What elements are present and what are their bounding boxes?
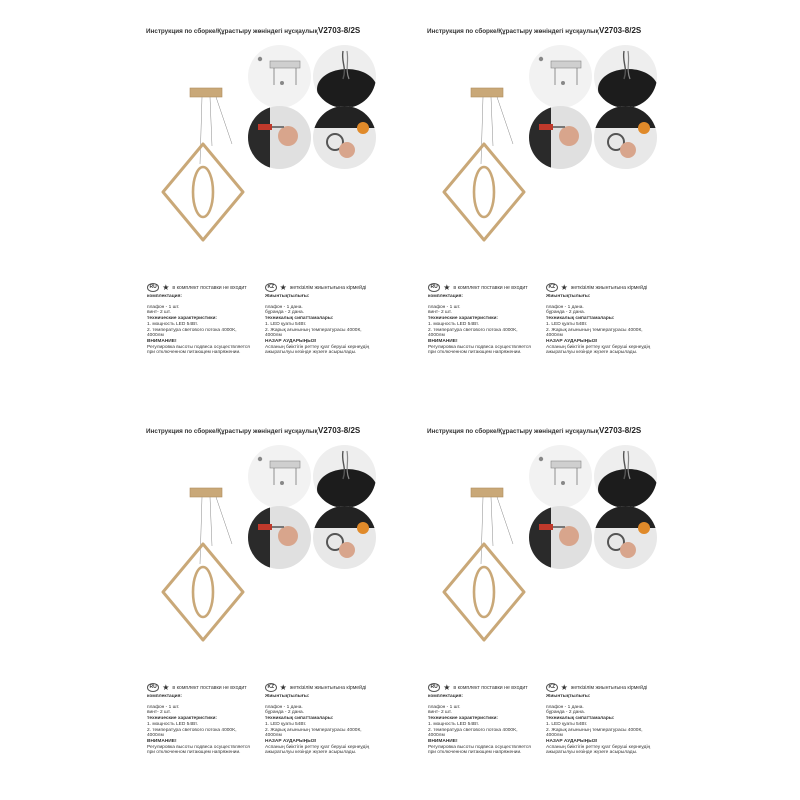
- ru-contents-item: плафон - 1 шт.: [147, 304, 180, 310]
- ru-badge: RU: [428, 283, 440, 292]
- ru-not-included-text: в комплект поставки не входит: [453, 684, 528, 691]
- ru-not-included-text: в комплект поставки не входит: [172, 284, 247, 291]
- ru-spec-item: 4000лм: [147, 333, 164, 339]
- ru-not-included-note: [147, 283, 247, 292]
- wire-connection-photo: [594, 106, 657, 169]
- ru-warning-heading: ВНИМАНИЕ!: [428, 338, 458, 344]
- ru-column: [147, 694, 265, 756]
- kz-warning-text: ажыратылуы кезінде жүзеге асырылады.: [546, 350, 638, 356]
- kz-warning-heading: НАЗАР АУДАРЫҢЫЗ!: [546, 338, 598, 344]
- star-icon: ★: [560, 282, 568, 292]
- lamp-illustration: [439, 84, 529, 242]
- ru-warning-text: Регулировка высоты подвеса осуществляется: [428, 344, 531, 350]
- sheet-title: Инструкция по сборке/Құрастыру жөніндегі нұсқаулық: [146, 28, 318, 35]
- star-icon: ★: [443, 682, 451, 692]
- kz-badge: KZ: [546, 683, 558, 692]
- ru-contents-item: плафон - 1 шт.: [428, 704, 461, 710]
- sheet-title: Инструкция по сборке/Құрастыру жөніндегі нұсқаулық: [427, 28, 599, 35]
- kz-spec-item: 1. LED қуаты 54Вт.: [265, 321, 307, 327]
- kz-spec-item: 1. LED қуаты 54Вт.: [546, 721, 588, 727]
- kz-specs-heading: техникалық сипаттамалары:: [546, 316, 615, 322]
- ru-spec-item: 1. мощность LED 54Вт.: [428, 321, 480, 327]
- kz-badge: KZ: [265, 683, 277, 692]
- star-icon: ★: [162, 282, 170, 292]
- kz-spec-item: 2. Жарық ағынының температурасы 4000К,: [265, 727, 362, 733]
- ru-not-included-note: [428, 683, 528, 692]
- kz-contents-item: бұрандa - 2 дана.: [265, 710, 304, 716]
- model-number: V2703-8/2S: [318, 26, 361, 35]
- kz-warning-text: Аспаның биіктігін реттеу қуат беруші кернеудің: [265, 344, 370, 350]
- ru-warning-text: Регулировка высоты подвеса осуществляется: [428, 744, 531, 750]
- ru-contents-item: винт- 2 шт.: [428, 310, 452, 316]
- star-icon: ★: [443, 282, 451, 292]
- ru-warning-text: Регулировка высоты подвеса осуществляется: [147, 744, 250, 750]
- kz-contents-item: бұрандa - 2 дана.: [546, 710, 585, 716]
- kz-spec-item: 2. Жарық ағынының температурасы 4000К,: [546, 327, 643, 333]
- ru-contents-item: винт- 2 шт.: [147, 310, 171, 316]
- ru-not-included-note: [147, 683, 247, 692]
- kz-not-included-note: [546, 683, 647, 692]
- kz-not-included-text: жеткізілім жиынтығына кірмейді: [289, 684, 367, 691]
- instruction-sheet: [281, 400, 681, 800]
- wire-connection-photo: [594, 506, 657, 569]
- ru-contents-item: винт- 2 шт.: [428, 710, 452, 716]
- kz-contents-item: бұрандa - 2 дана.: [546, 310, 585, 316]
- kz-contents-item: плафон - 1 дана.: [265, 704, 303, 710]
- kz-warning-text: ажыратылуы кезінде жүзеге асырылады.: [265, 350, 357, 356]
- star-icon: ★: [279, 682, 287, 692]
- ru-spec-item: 1. мощность LED 54Вт.: [428, 721, 480, 727]
- ru-contents-heading: комплектация:: [147, 294, 183, 299]
- kz-spec-item: 1. LED қуаты 54Вт.: [546, 321, 588, 327]
- ceiling-wiring-photo: [594, 45, 657, 108]
- ru-contents-item: плафон - 1 шт.: [147, 704, 180, 710]
- ru-spec-item: 1. мощность LED 54Вт.: [147, 721, 199, 727]
- kz-spec-item: 4000лм: [265, 333, 282, 339]
- kz-badge: KZ: [546, 283, 558, 292]
- ru-contents-heading: комплектация:: [428, 294, 464, 299]
- kz-column: [546, 294, 676, 356]
- ru-spec-item: 4000лм: [428, 333, 445, 339]
- ru-spec-item: 4000лм: [147, 733, 164, 739]
- kz-not-included-note: [546, 283, 647, 292]
- mounting-plate-photo: [529, 445, 592, 508]
- kz-contents-item: бұрандa - 2 дана.: [265, 310, 304, 316]
- ru-spec-item: 2. температура светового потока 4000K,: [428, 327, 518, 333]
- kz-warning-text: Аспаның биіктігін реттеу қуат беруші кернеудің: [265, 744, 370, 750]
- ru-warning-text: при отключенном питающем напряжении.: [428, 750, 522, 756]
- ru-contents-heading: комплектация:: [428, 694, 464, 699]
- kz-warning-text: Аспаның биіктігін реттеу қуат беруші кернеудің: [546, 344, 651, 350]
- ru-badge: RU: [147, 283, 159, 292]
- ru-spec-item: 2. температура светового потока 4000K,: [147, 327, 237, 333]
- ru-specs-heading: технические характеристики:: [428, 316, 499, 322]
- ru-contents-item: винт- 2 шт.: [147, 710, 171, 716]
- ru-not-included-text: в комплект поставки не входит: [453, 284, 528, 291]
- ru-warning-heading: ВНИМАНИЕ!: [147, 738, 177, 744]
- kz-column: [546, 694, 676, 756]
- screwdriver-step-photo: [529, 506, 592, 569]
- kz-not-included-text: жеткізілім жиынтығына кірмейді: [289, 284, 367, 291]
- ru-spec-item: 4000лм: [428, 733, 445, 739]
- kz-warning-text: Аспаның биіктігін реттеу қуат беруші кернеудің: [546, 744, 651, 750]
- sheet-title: Инструкция по сборке/Құрастыру жөніндегі нұсқаулық: [146, 428, 318, 435]
- kz-contents-item: плафон - 1 дана.: [265, 304, 303, 310]
- ru-spec-item: 1. мощность LED 54Вт.: [147, 321, 199, 327]
- ru-warning-text: при отключенном питающем напряжении.: [428, 350, 522, 356]
- kz-specs-heading: техникалық сипаттамалары:: [265, 316, 334, 322]
- instruction-sheet: [281, 0, 681, 400]
- kz-warning-text: ажыратылуы кезінде жүзеге асырылады.: [546, 750, 638, 756]
- ru-contents-item: плафон - 1 шт.: [428, 304, 461, 310]
- ru-badge: RU: [147, 683, 159, 692]
- ru-badge: RU: [428, 683, 440, 692]
- mounting-plate-photo: [529, 45, 592, 108]
- ru-warning-heading: ВНИМАНИЕ!: [147, 338, 177, 344]
- kz-not-included-text: жеткізілім жиынтығына кірмейді: [570, 684, 648, 691]
- kz-warning-text: ажыратылуы кезінде жүзеге асырылады.: [265, 750, 357, 756]
- kz-contents-heading: Жиынтықтылығы:: [546, 694, 591, 699]
- model-number: V2703-8/2S: [599, 426, 642, 435]
- kz-badge: KZ: [265, 283, 277, 292]
- lamp-illustration: [439, 484, 529, 642]
- model-number: V2703-8/2S: [318, 426, 361, 435]
- kz-spec-item: 1. LED қуаты 54Вт.: [265, 721, 307, 727]
- kz-specs-heading: техникалық сипаттамалары:: [546, 716, 615, 722]
- kz-spec-item: 4000лм: [546, 733, 563, 739]
- kz-spec-item: 2. Жарық ағынының температурасы 4000К,: [265, 327, 362, 333]
- ru-column: [428, 294, 546, 356]
- sheet-title: Инструкция по сборке/Құрастыру жөніндегі нұсқаулық: [427, 428, 599, 435]
- kz-contents-heading: Жиынтықтылығы:: [265, 694, 310, 699]
- ru-specs-heading: технические характеристики:: [147, 316, 218, 322]
- ru-not-included-text: в комплект поставки не входит: [172, 684, 247, 691]
- kz-contents-item: плафон - 1 дана.: [546, 304, 584, 310]
- kz-contents-heading: Жиынтықтылығы:: [265, 294, 310, 299]
- ru-warning-text: Регулировка высоты подвеса осуществляется: [147, 344, 250, 350]
- ru-specs-heading: технические характеристики:: [147, 716, 218, 722]
- kz-not-included-text: жеткізілім жиынтығына кірмейді: [570, 284, 648, 291]
- ru-contents-heading: комплектация:: [147, 694, 183, 699]
- kz-specs-heading: техникалық сипаттамалары:: [265, 716, 334, 722]
- kz-spec-item: 4000лм: [265, 733, 282, 739]
- lamp-illustration: [158, 484, 248, 642]
- kz-spec-item: 2. Жарық ағынының температурасы 4000К,: [546, 727, 643, 733]
- ru-spec-item: 2. температура светового потока 4000K,: [147, 727, 237, 733]
- ru-warning-text: при отключенном питающем напряжении.: [147, 350, 241, 356]
- star-icon: ★: [560, 682, 568, 692]
- ru-specs-heading: технические характеристики:: [428, 716, 499, 722]
- ru-warning-text: при отключенном питающем напряжении.: [147, 750, 241, 756]
- ceiling-wiring-photo: [594, 445, 657, 508]
- star-icon: ★: [162, 682, 170, 692]
- kz-warning-heading: НАЗАР АУДАРЫҢЫЗ!: [265, 738, 317, 744]
- kz-spec-item: 4000лм: [546, 333, 563, 339]
- model-number: V2703-8/2S: [599, 26, 642, 35]
- ru-not-included-note: [428, 283, 528, 292]
- star-icon: ★: [279, 282, 287, 292]
- ru-warning-heading: ВНИМАНИЕ!: [428, 738, 458, 744]
- lamp-illustration: [158, 84, 248, 242]
- ru-spec-item: 2. температура светового потока 4000K,: [428, 727, 518, 733]
- kz-contents-item: плафон - 1 дана.: [546, 704, 584, 710]
- ru-column: [147, 294, 265, 356]
- screwdriver-step-photo: [529, 106, 592, 169]
- kz-warning-heading: НАЗАР АУДАРЫҢЫЗ!: [546, 738, 598, 744]
- kz-warning-heading: НАЗАР АУДАРЫҢЫЗ!: [265, 338, 317, 344]
- ru-column: [428, 694, 546, 756]
- kz-contents-heading: Жиынтықтылығы:: [546, 294, 591, 299]
